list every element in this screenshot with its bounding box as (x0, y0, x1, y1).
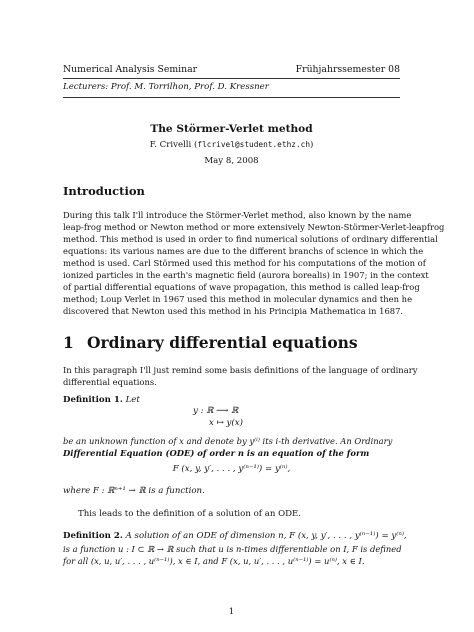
definition-2-line: for all (x, u, u′, . . . , u⁽ⁿ⁻¹⁾), x ∈ I, and F (x, u, u′, . . . , u⁽ⁿ⁻¹⁾) = u⁽ⁿ⁾, x ∈ I. (63, 556, 365, 566)
intro-line: method; Loup Verlet in 1967 used this method in molecular dynamics and then he (63, 294, 413, 304)
paper-title: The Störmer-Verlet method (150, 123, 313, 135)
map-row-2: x ↦ y(x) (209, 418, 243, 428)
intro-heading: Introduction (63, 184, 145, 198)
intro-line: During this talk I'll introduce the Störmer-Verlet method, also known by the name (63, 210, 412, 220)
section-number: 1 (63, 333, 74, 352)
definition-2-line: A solution of an ODE of dimension n, F (x, y, y′, . . . , y⁽ⁿ⁻¹⁾) = y⁽ⁿ⁾, (125, 531, 407, 541)
header-rule (63, 78, 400, 79)
definition-1-let: Let (125, 395, 140, 405)
definition-2-text (63, 543, 400, 567)
semester-label: Frühjahrssemester 08 (295, 64, 400, 75)
transition-sentence: This leads to the definition of a solution of an ODE. (78, 509, 302, 519)
seminar-name: Numerical Analysis Seminar (63, 64, 198, 75)
definition-2-header (63, 531, 407, 541)
section-intro-line: differential equations. (63, 377, 157, 387)
intro-line: method is used. Carl Störmed used this method for his computations of the motion of (63, 258, 426, 268)
definition-1-text (63, 435, 400, 459)
author-name: F. Crivelli ( (149, 140, 198, 150)
definition-1-line: Differential Equation (ODE) of order n is an equation of the form (63, 448, 370, 458)
paper-date: May 8, 2008 (204, 156, 259, 166)
intro-line: of partial differential equations of wave propagation, this method is called leap-frog (63, 282, 420, 292)
intro-line: ionized particles in the earth's magnetic field (aurora borealis) in 1907; in the context (63, 270, 429, 280)
intro-line: method. This method is used in order to find numerical solutions of ordinary differential (63, 234, 438, 244)
ode-equation: F (x, y, y′, . . . , y⁽ⁿ⁻¹⁾) = y⁽ⁿ⁾, (172, 464, 291, 474)
definition-1-header (63, 395, 140, 405)
definition-1-label: Definition 1. (63, 395, 123, 405)
definition-1-line: be an unknown function of x and denote by y⁽ⁱ⁾ its i-th derivative. An Ordinary (63, 436, 393, 446)
intro-line: discovered that Newton used this method in his Principia Mathematica in 1687. (63, 306, 404, 316)
definition-2-line: is a function u : I ⊂ ℝ → ℝ such that u is n-times differentiable on I, F is defined (63, 544, 402, 554)
intro-line: leap-frog method or Newton method or more extensively Newton-Störmer-Verlet-leapfrog (63, 222, 445, 232)
intro-paragraph (63, 209, 445, 317)
section-heading: Ordinary differential equations (87, 333, 358, 352)
map-row-1: y : ℝ ⟶ ℝ (193, 406, 239, 416)
definition-1-where: where F : ℝⁿ⁺¹ → ℝ is a function. (63, 486, 205, 496)
author-line (63, 140, 400, 150)
intro-line: equations: its various names are due to the different branchs of science in which the (63, 246, 424, 256)
author-suffix: ) (310, 140, 314, 150)
page-number: 1 (228, 607, 235, 617)
lecturers-line: Lecturers: Prof. M. Torrilhon, Prof. D. Kressner (63, 82, 269, 92)
author-email: flcrivel@student.ethz.ch (197, 140, 311, 149)
definition-2-label: Definition 2. (63, 531, 123, 541)
header-rule-lower (63, 97, 400, 98)
section-intro-line: In this paragraph I'll just remind some basis definitions of the language of ordinary (63, 365, 418, 375)
section-intro-paragraph (63, 364, 418, 388)
